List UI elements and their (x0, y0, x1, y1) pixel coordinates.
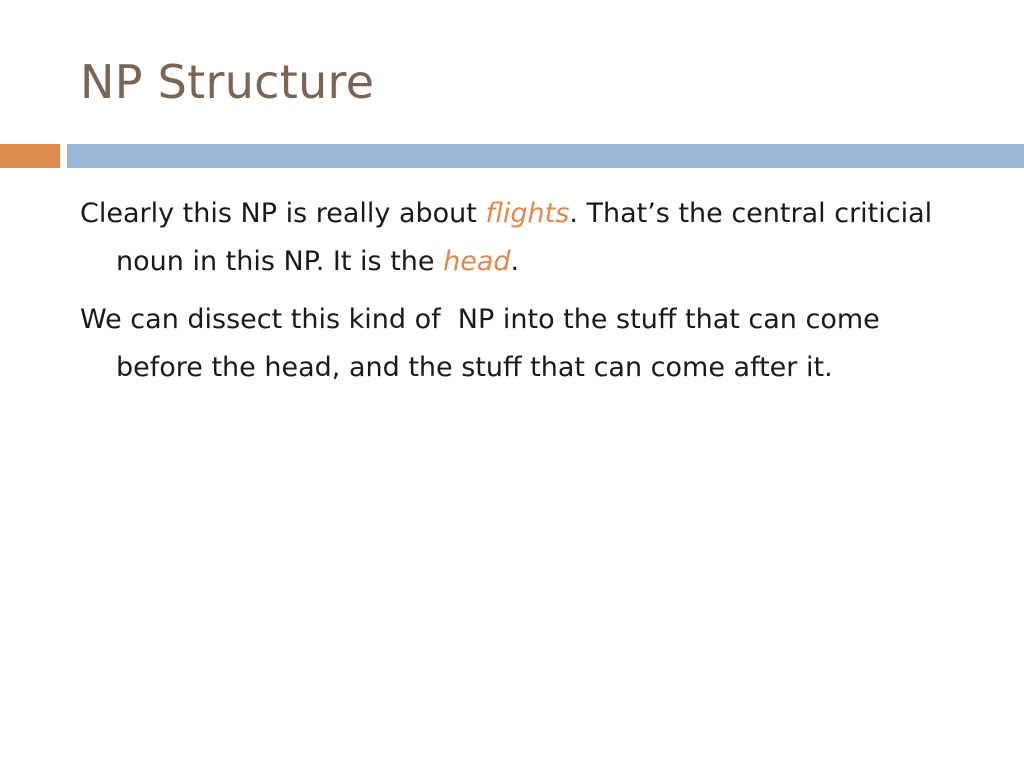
emphasis-head: head (443, 246, 511, 277)
paragraph-1-text-a: Clearly this NP is really about (80, 198, 486, 229)
emphasis-flights: flights (485, 198, 570, 229)
paragraph-2: We can dissect this kind of NP into the stuff that can come before the head, and the stuff that can come after it. (80, 304, 889, 383)
title-rule-bar (67, 144, 1024, 168)
slide-body (80, 190, 960, 402)
title-rule-accent (0, 144, 60, 168)
paragraph-1-text-b: . That’s the central criticial noun in this NP. It is the (116, 198, 933, 277)
paragraph-1 (80, 190, 960, 286)
paragraph-1-text-c: . (510, 246, 520, 277)
slide-title: NP Structure (80, 55, 375, 109)
